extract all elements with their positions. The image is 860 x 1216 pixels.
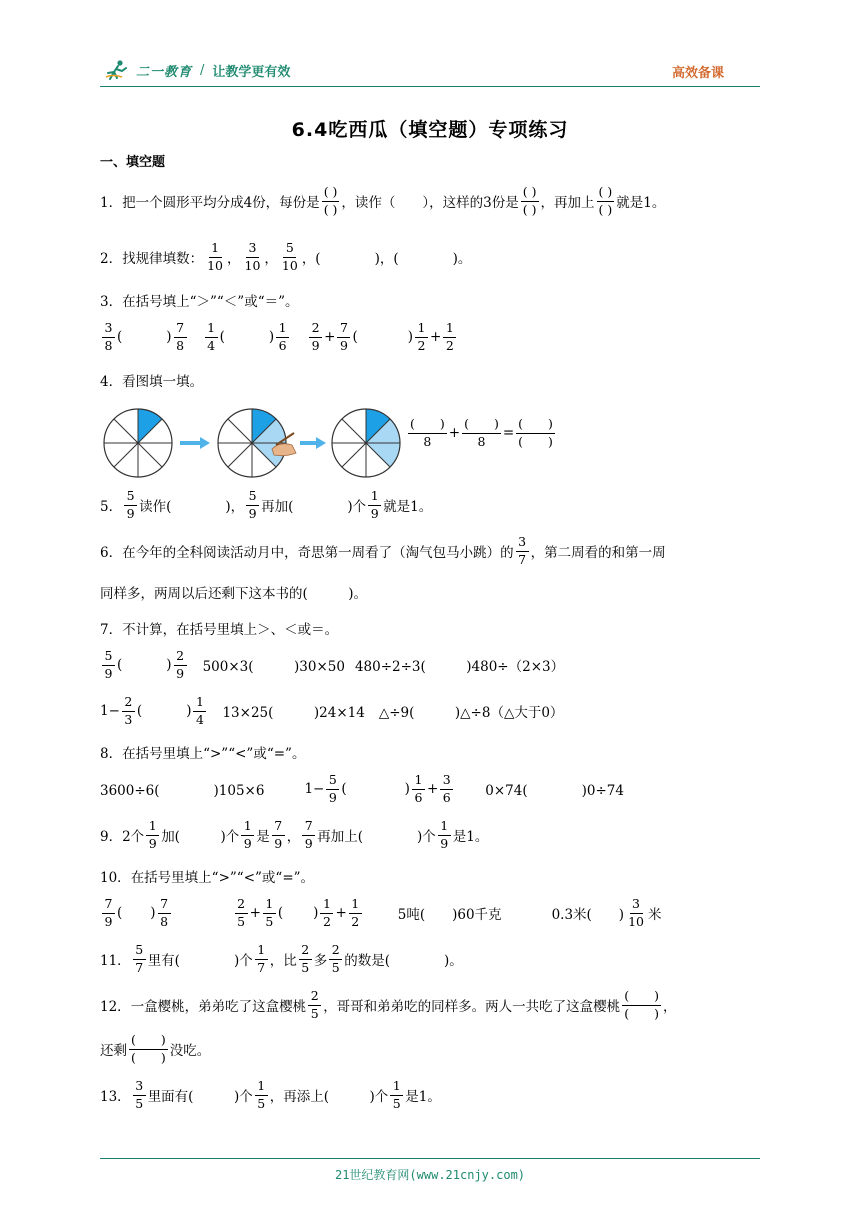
q4-fraction-result: $\frac{( )}{( )}$ xyxy=(518,416,553,449)
brand-name: 二一教育 xyxy=(136,64,193,80)
pie-2 xyxy=(218,409,286,477)
q5-fraction: $\frac{5}{9}$ xyxy=(124,490,137,520)
q1-text-4: 就是1。 xyxy=(616,195,666,211)
q3c-fraction-b: $\frac{7}{9}$ xyxy=(337,322,350,352)
q3a-right-fraction: $\frac{7}{8}$ xyxy=(174,322,187,352)
q7-number: 7． xyxy=(100,622,123,638)
question-12: 12． 一盒樱桃，弟弟吃了这盒樱桃 $\frac{2}{5}$ ，哥哥和弟弟吃的同样多。两人一共吃了这盒樱桃 $\frac{( )}{( )}$ ， xyxy=(100,988,677,1021)
q9-number: 9． xyxy=(100,829,123,845)
q4-number: 4． xyxy=(100,374,123,390)
question-3 xyxy=(100,290,299,310)
q10-number: 10． xyxy=(100,870,131,886)
q11-number: 11． xyxy=(100,953,131,969)
q2-fraction-2: $\frac{3}{10}$ xyxy=(244,240,261,273)
q3-number: 3． xyxy=(100,294,123,310)
q3b-right-fraction: $\frac{1}{6}$ xyxy=(276,322,289,352)
header-right-label: 高效备课 xyxy=(671,66,724,81)
brand-logo xyxy=(104,58,290,82)
q2-text-1: 找规律填数： xyxy=(122,251,204,267)
q13-number: 13． xyxy=(100,1089,131,1105)
q4-text: 看图填一填。 xyxy=(122,374,204,390)
question-12-cont: 还剩 $\frac{( )}{( )}$ 没吃。 xyxy=(100,1032,211,1065)
pie-3 xyxy=(332,409,400,477)
q3b-left-fraction: $\frac{1}{4}$ xyxy=(205,322,218,352)
q2-fraction-3: $\frac{5}{10}$ xyxy=(281,240,298,273)
question-1 xyxy=(100,186,665,216)
question-8: 8． 在括号里填上“>”“<”或“=”。 xyxy=(100,742,305,762)
footer-divider xyxy=(100,1158,760,1159)
q2-text-2: ，( )，( )。 xyxy=(301,251,472,267)
q2-fraction-1: $\frac{1}{10}$ xyxy=(207,240,223,273)
question-3-items: $\frac{3}{8}$ ( ) $\frac{7}{8}$ $\frac{1}{4}$ ( ) $\frac{1}{6}$ $\frac{2}{9}$ + $\frac{7}{9}$ ( ) $\frac{1}{2}$ + $\frac{1}{2}$ xyxy=(100,322,458,352)
runner-logo-icon xyxy=(104,59,130,81)
question-5: 5． $\frac{5}{9}$ 读作( )， $\frac{5}{9}$ 再加( )个 $\frac{1}{9}$ 就是1。 xyxy=(100,488,433,521)
question-9: 9． 2个 $\frac{1}{9}$ 加( )个 $\frac{1}{9}$ 是 $\frac{7}{9}$ ， $\frac{7}{9}$ 再加上( )个 $\frac{1}{9}$ 是1。 xyxy=(100,818,489,851)
q3c-fraction-d: $\frac{1}{2}$ xyxy=(443,322,456,352)
q5-unit-fraction: $\frac{1}{9}$ xyxy=(368,490,381,520)
q7-row-1: $\frac{5}{9}$ ( ) $\frac{2}{9}$ 500×3( )30×50 480÷2÷3( )480÷（2×3） xyxy=(100,650,564,680)
q8-number: 8． xyxy=(100,746,123,762)
pie-diagram xyxy=(100,405,420,485)
q1-blank-fraction-3: $\frac{( )}{( )}$ xyxy=(598,184,613,217)
q10-items: $\frac{7}{9}$ ( ) $\frac{7}{8}$ $\frac{2}{5}$ + $\frac{1}{5}$ ( ) $\frac{1}{2}$ + $\frac{1}{2}$ 5吨( )60千克 0.3米( ) $\frac{3}{10}$ 米 xyxy=(100,898,661,928)
arrow-icon xyxy=(300,437,326,449)
question-11: 11． $\frac{5}{7}$ 里有( )个 $\frac{1}{7}$ ，比 $\frac{2}{5}$ 多 $\frac{2}{5}$ 的数是( )。 xyxy=(100,942,463,975)
q6-number: 6． xyxy=(100,545,123,561)
question-6-cont: 同样多，两周以后还剩下这本书的( )。 xyxy=(100,586,368,602)
pie-1 xyxy=(104,409,172,477)
q5-fraction-2: $\frac{5}{9}$ xyxy=(246,490,259,520)
q3c-fraction-c: $\frac{1}{2}$ xyxy=(415,322,428,352)
arrow-icon xyxy=(180,437,210,449)
q8-items: 3600÷6( )105×6 1− $\frac{5}{9}$ ( ) $\frac{1}{6}$ + $\frac{3}{6}$ 0×74( )0÷74 xyxy=(100,772,624,805)
q12-number: 12． xyxy=(100,999,131,1015)
q3a-left-fraction: $\frac{3}{8}$ xyxy=(102,322,115,352)
question-6: 6． 在今年的全科阅读活动月中，奇思第一周看了（淘气包马小跳）的 $\frac{3}{7}$ ，第二周看的和第一周 xyxy=(100,534,666,567)
q7-row-2: 1− $\frac{2}{3}$ ( ) $\frac{1}{4}$ 13×25( )24×14 △÷9( )△÷8（△大于0） xyxy=(100,694,564,727)
brand-separator: / xyxy=(200,62,205,78)
q1-text-1: 把一个圆形平均分成4份，每份是 xyxy=(122,195,320,211)
q1-blank-fraction-2: $\frac{( )}{( )}$ xyxy=(522,184,537,217)
question-13: 13． $\frac{3}{5}$ 里面有( )个 $\frac{1}{5}$ ，再添上( )个 $\frac{1}{5}$ 是1。 xyxy=(100,1078,441,1111)
q1-number: 1． xyxy=(100,195,123,211)
question-2: 2． 找规律填数： $\frac{1}{10}$ ， $\frac{3}{10}$ ， $\frac{5}{10}$ ，( )，( )。 xyxy=(100,240,472,273)
q1-text-2: ，读作（ ），这样的3份是 xyxy=(341,195,519,211)
q2-number: 2． xyxy=(100,251,123,267)
page-header xyxy=(100,56,760,87)
q5-number: 5． xyxy=(100,499,123,515)
q4-equation: $\frac{( )}{8}$ + $\frac{( )}{8}$ = $\frac{( )}{( )}$ xyxy=(410,416,553,449)
q3-text: 在括号填上“＞”“＜”或“＝”。 xyxy=(122,294,299,310)
question-4 xyxy=(100,370,203,390)
q4-fraction-1: $\frac{( )}{8}$ xyxy=(410,416,445,449)
question-10: 10． 在括号里填上“>”“<”或“=”。 xyxy=(100,866,314,886)
section-heading: 一、填空题 xyxy=(100,155,166,170)
q1-blank-fraction-1: $\frac{( )}{( )}$ xyxy=(323,184,338,217)
q4-fraction-2: $\frac{( )}{8}$ xyxy=(464,416,499,449)
q6-fraction: $\frac{3}{7}$ xyxy=(516,536,529,566)
q3c-fraction-a: $\frac{2}{9}$ xyxy=(309,322,322,352)
q1-text-3: ，再加上 xyxy=(540,195,595,211)
footer-text: 21世纪教育网(www.21cnjy.com) xyxy=(334,1168,526,1182)
brand-slogan: 让教学更有效 xyxy=(212,64,291,80)
question-7: 7． 不计算，在括号里填上＞、＜或＝。 xyxy=(100,618,338,638)
page-title: 6.4吃西瓜（填空题）专项练习 xyxy=(291,119,569,141)
